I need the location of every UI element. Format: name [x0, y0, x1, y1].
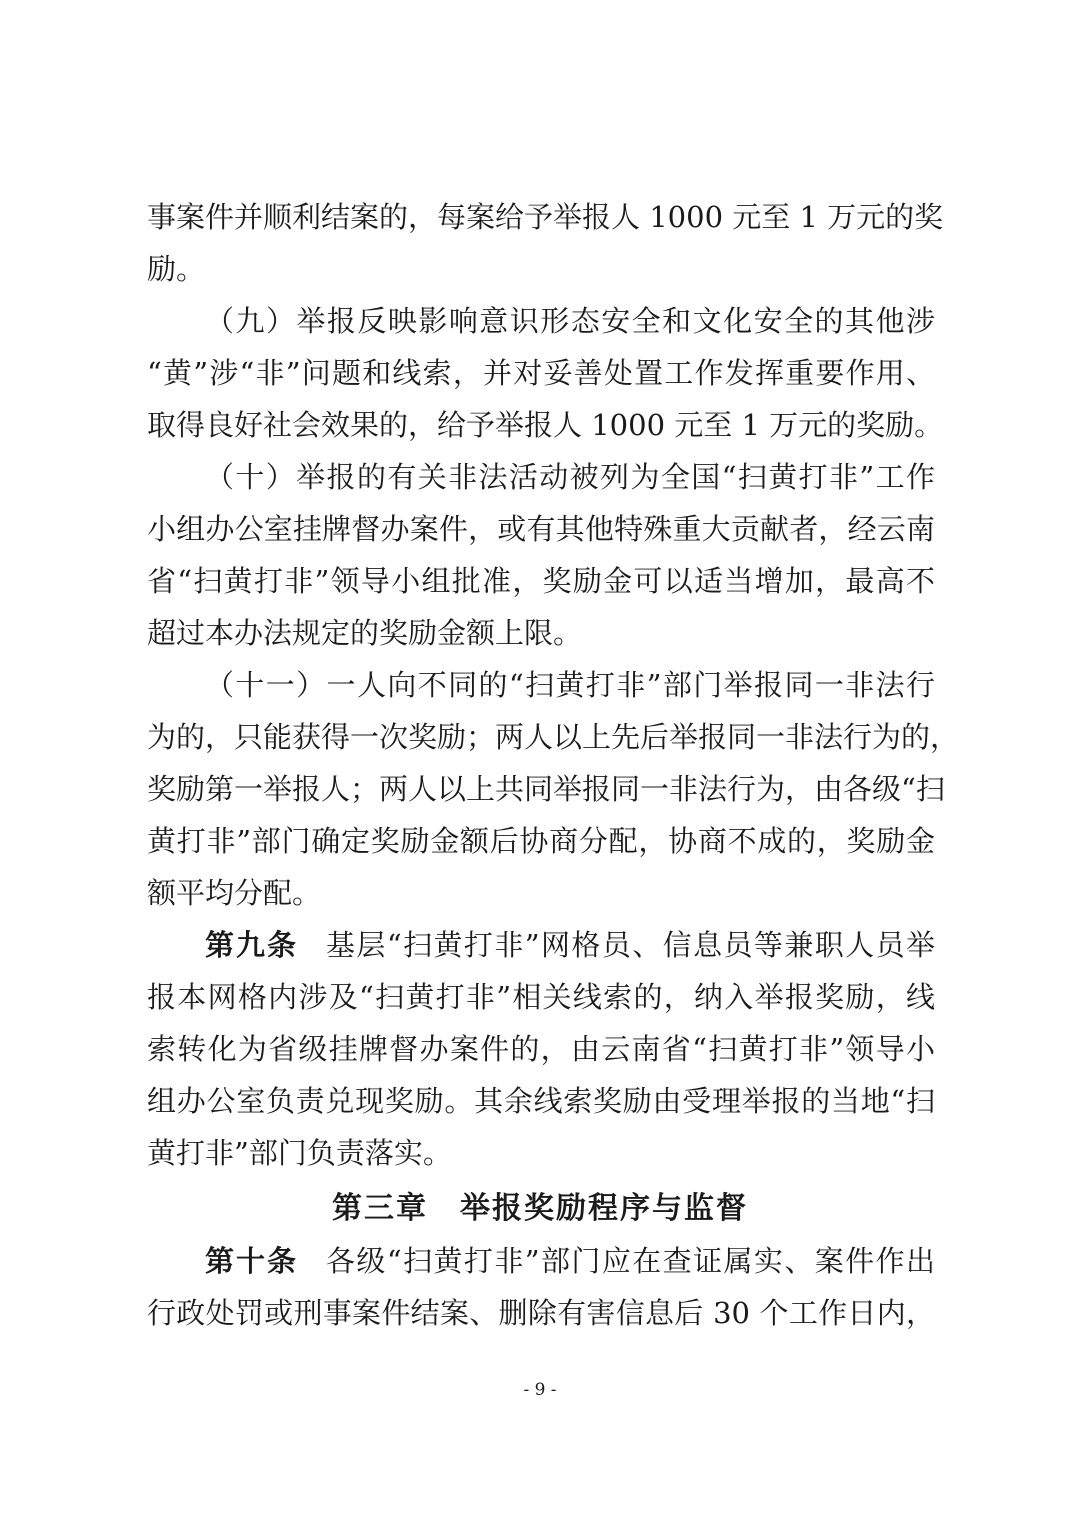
paragraph-line: 省“扫黄打非”领导小组批准，奖励金可以适当增加，最高不 [147, 564, 935, 598]
paragraph-line: 行政处罚或刑事案件结案、删除有害信息后 30 个工作日内， [147, 1296, 935, 1330]
article-9-heading: 第九条 [205, 928, 299, 962]
chapter-heading: 第三章 举报奖励程序与监督 [332, 1191, 748, 1226]
article-9-first-line [205, 925, 935, 965]
paragraph-line: 超过本办法规定的奖励金额上限。 [147, 616, 583, 650]
paragraph-line: （十一）一人向不同的“扫黄打非”部门举报同一非法行 [205, 668, 935, 702]
paragraph-line: 黄打非”部门确定奖励金额后协商分配，协商不成的，奖励金 [147, 824, 935, 858]
paragraph-line: 为的，只能获得一次奖励；两人以上先后举报同一非法行为的， [147, 720, 960, 754]
paragraph-line: （十）举报的有关非法活动被列为全国“扫黄打非”工作 [205, 460, 935, 494]
paragraph-line: 取得良好社会效果的，给予举报人 1000 元至 1 万元的奖励。 [147, 408, 944, 442]
article-9-text: 基层“扫黄打非”网格员、信息员等兼职人员举 [326, 928, 935, 962]
article-10-first-line [205, 1241, 935, 1281]
paragraph-line: 奖励第一举报人；两人以上共同举报同一非法行为，由各级“扫 [147, 772, 945, 806]
paragraph-line: 事案件并顺利结案的，每案给予举报人 1000 元至 1 万元的奖 [147, 200, 944, 234]
article-10-text: 各级“扫黄打非”部门应在查证属实、案件作出 [326, 1244, 935, 1278]
paragraph-line: 黄打非”部门负责落实。 [147, 1136, 452, 1170]
paragraph-line: （九）举报反映影响意识形态安全和文化安全的其他涉 [205, 304, 935, 338]
paragraph-line: 额平均分配。 [147, 876, 322, 910]
paragraph-line: “黄”涉“非”问题和线索，并对妥善处置工作发挥重要作用、 [147, 356, 935, 390]
paragraph-line: 小组办公室挂牌督办案件，或有其他特殊重大贡献者，经云南 [147, 512, 935, 546]
page-number: - 9 - [523, 1380, 557, 1400]
article-10-heading: 第十条 [205, 1244, 299, 1278]
paragraph-line: 索转化为省级挂牌督办案件的，由云南省“扫黄打非”领导小 [147, 1032, 935, 1066]
paragraph-line: 报本网格内涉及“扫黄打非”相关线索的，纳入举报奖励，线 [147, 980, 935, 1014]
paragraph-line: 组办公室负责兑现奖励。其余线索奖励由受理举报的当地“扫 [147, 1084, 935, 1118]
paragraph-line: 励。 [147, 252, 206, 286]
